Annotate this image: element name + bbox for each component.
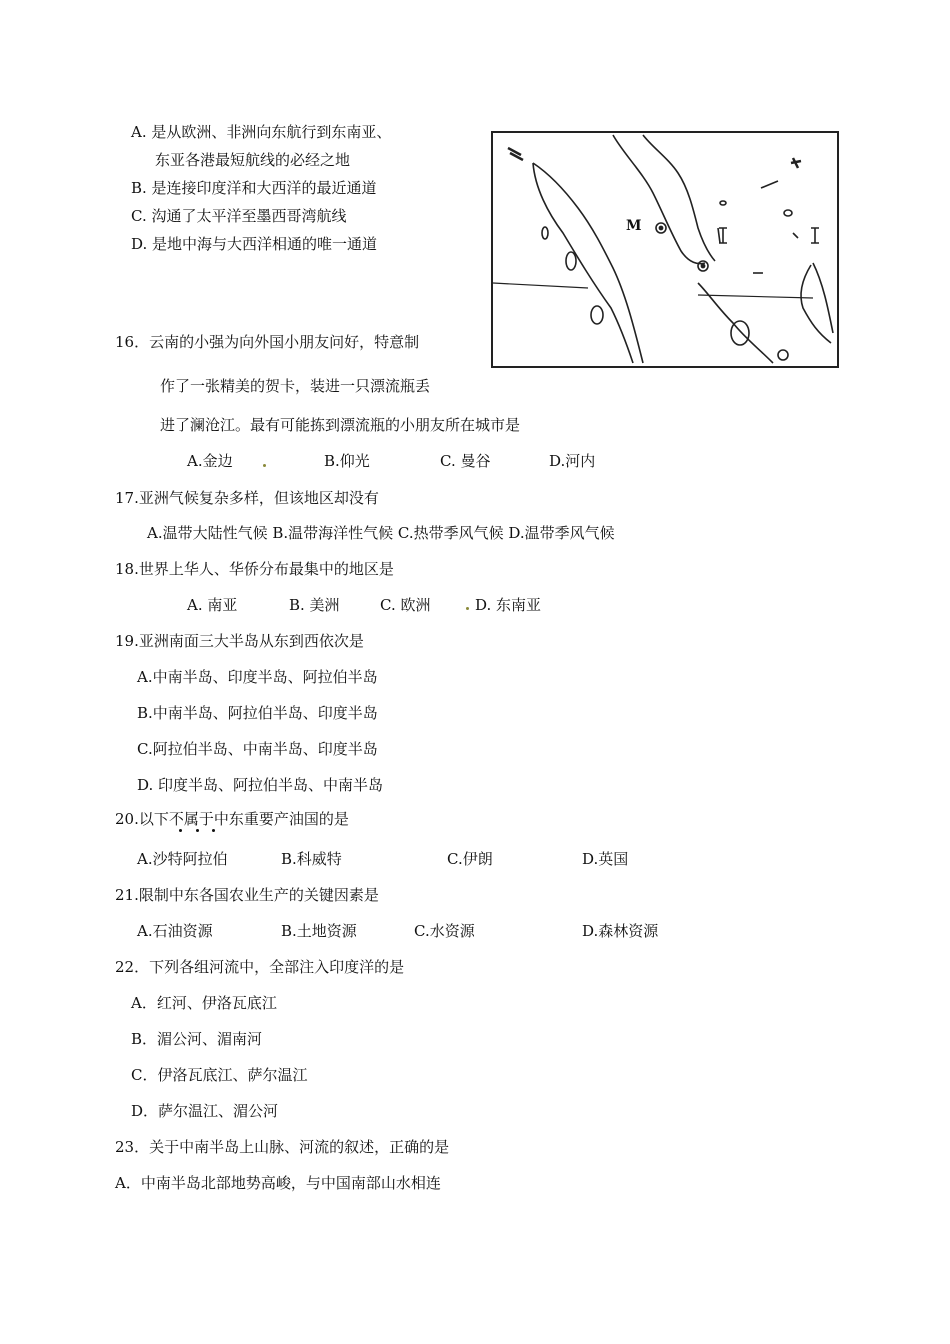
q16-stem-3: 进了澜沧江。最有可能拣到漂流瓶的小朋友所在城市是: [160, 416, 521, 434]
q16-option-d: D.河内: [549, 452, 596, 470]
q20-option-d: D.英国: [582, 850, 629, 868]
q20-option-a: A.沙特阿拉伯: [137, 850, 228, 868]
q16-options: [0, 451, 950, 471]
q17-options: A.温带大陆性气候 B.温带海洋性气候 C.热带季风气候 D.温带季风气候: [147, 524, 615, 542]
q20-stem: 20.以下不属于中东重要产油国的是: [115, 810, 349, 828]
q15-option-a: A. 是从欧洲、非洲向东航行到东南亚、: [131, 123, 392, 141]
q22-option-d: D．萨尔温江、湄公河: [131, 1102, 279, 1120]
strait-map: [491, 131, 839, 368]
q19-option-c: C.阿拉伯半岛、中南半岛、印度半岛: [137, 740, 378, 758]
q16-stem-1: 16．云南的小强为向外国小朋友问好，特意制: [115, 333, 420, 351]
q18-stem: 18.世界上华人、华侨分布最集中的地区是: [115, 560, 394, 578]
q18-option-c: C. 欧洲: [380, 596, 431, 614]
q21-option-d: D.森林资源: [582, 922, 659, 940]
emphasis-dot: [196, 829, 199, 832]
q21-stem: 21.限制中东各国农业生产的关键因素是: [115, 886, 379, 904]
q16-option-a: A.金边: [187, 452, 233, 470]
map-label-m: M: [626, 218, 642, 234]
q18-option-a: A. 南亚: [187, 596, 238, 614]
emphasis-dot: [212, 829, 215, 832]
q16-option-b: B.仰光: [324, 452, 370, 470]
q19-option-b: B.中南半岛、阿拉伯半岛、印度半岛: [137, 704, 378, 722]
q23-stem: 23．关于中南半岛上山脉、河流的叙述，正确的是: [115, 1138, 450, 1156]
q17-stem: 17.亚洲气候复杂多样，但该地区却没有: [115, 489, 379, 507]
q21-options: [0, 921, 950, 941]
emphasis-dot: [179, 829, 182, 832]
strait-map-drawing: [493, 133, 837, 366]
q22-option-b: B．湄公河、湄南河: [131, 1030, 263, 1048]
q15-option-c: C. 沟通了太平洋至墨西哥湾航线: [131, 207, 347, 225]
q22-stem: 22．下列各组河流中，全部注入印度洋的是: [115, 958, 405, 976]
q16-option-c: C. 曼谷: [440, 452, 491, 470]
q15-option-a-cont: 东亚各港最短航线的必经之地: [155, 151, 351, 169]
q22-option-a: A．红河、伊洛瓦底江: [131, 994, 277, 1012]
q15-option-d: D. 是地中海与大西洋相通的唯一通道: [131, 235, 378, 253]
q20-options: [0, 849, 950, 869]
q20-option-c: C.伊朗: [447, 850, 493, 868]
q19-option-a: A.中南半岛、印度半岛、阿拉伯半岛: [137, 668, 378, 686]
q19-stem: 19.亚洲南面三大半岛从东到西依次是: [115, 632, 364, 650]
q19-option-d: D. 印度半岛、阿拉伯半岛、中南半岛: [137, 776, 384, 794]
q16-stem-2: 作了一张精美的贺卡，装进一只漂流瓶丢: [160, 377, 431, 395]
q15-option-b: B. 是连接印度洋和大西洋的最近通道: [131, 179, 377, 197]
q21-option-c: C.水资源: [414, 922, 475, 940]
q21-option-b: B.土地资源: [281, 922, 357, 940]
stray-mark: [263, 464, 266, 467]
q23-option-a: A．中南半岛北部地势高峻，与中国南部山水相连: [115, 1174, 441, 1192]
stray-mark: [466, 607, 469, 610]
q18-options: [0, 595, 950, 615]
q18-option-d: D. 东南亚: [475, 596, 542, 614]
q21-option-a: A.石油资源: [137, 922, 213, 940]
q18-option-b: B. 美洲: [289, 596, 340, 614]
q22-option-c: C．伊洛瓦底江、萨尔温江: [131, 1066, 308, 1084]
q20-option-b: B.科威特: [281, 850, 342, 868]
